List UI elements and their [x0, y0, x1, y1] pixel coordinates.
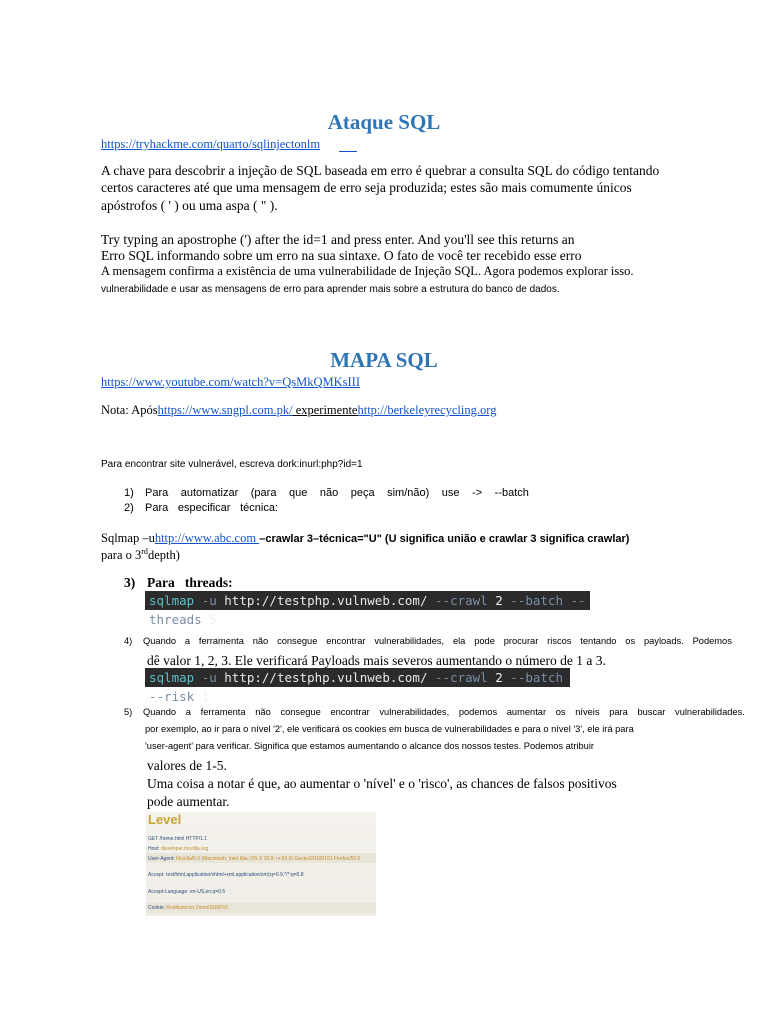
level-line-2: Host: developer.mozilla.org: [148, 846, 209, 852]
terminal-threads: sqlmap -u http://testphp.vulnweb.com/ --crawl 2 --batch --threads 5: [145, 591, 590, 610]
sqlmap-prefix: Sqlmap –u: [101, 531, 155, 545]
berkeley-link[interactable]: http://berkeleyrecycling.org: [357, 403, 497, 417]
list1-item-1: Para automatizar (para que não peça sim/não) use -> --batch: [145, 487, 529, 499]
item5-line-5: Uma coisa a notar é que, ao aumentar o 'nível' e o 'risco', as chances de falsos positivos: [147, 776, 617, 791]
try-line-4: vulnerabilidade e usar as mensagens de erro para aprender mais sobre a estrutura do banco de dados.: [101, 284, 560, 295]
link-underline-extension: [339, 151, 357, 152]
level-line-6: Cookie: Roelkamcon Zoom09J6P10: [148, 905, 229, 911]
sqlmap-line: [101, 531, 629, 546]
abc-link[interactable]: http://www.abc.com: [154, 531, 260, 545]
item5-line-3: 'user-agent' para verificar. Significa que estamos aumentando o alcance dos nossos testes. Podemos atribuir: [145, 741, 595, 751]
level-line-4: Accept: text/html,application/xhtml+xml,application/xml;q=0.9,*/*;q=0.8: [148, 872, 304, 878]
item3-num: 3): [124, 575, 136, 590]
level-image-title: Level: [148, 812, 182, 827]
section-title-mapa-sql: MAPA SQL: [330, 348, 438, 372]
level-line-5: Accept-Language: en-US,en;q=0.5: [148, 889, 226, 895]
list1-item-2: Para especificar técnica:: [145, 502, 278, 514]
terminal-risk: sqlmap -u http://testphp.vulnweb.com/ --crawl 2 --batch --risk 1: [145, 668, 570, 687]
item4-line-2: dê valor 1, 2, 3. Ele verificará Payloads mais severos aumentando o número de 1 a 3.: [147, 653, 606, 668]
try-line-2: Erro SQL informando sobre um erro na sua sintaxe. O fato de você ter recebido esse erro: [101, 248, 582, 263]
intro-line-1: A chave para descobrir a injeção de SQL baseada em erro é quebrar a consulta SQL do código tentando: [101, 163, 660, 178]
try-line-1: Try typing an apostrophe (') after the id=1 and press enter. And you'll see this returns an: [101, 232, 575, 247]
intro-line-3: apóstrofos ( ' ) ou uma aspa ( " ).: [101, 198, 278, 213]
tryhackme-link[interactable]: https://tryhackme.com/quarto/sqlinjectonlm: [101, 137, 321, 151]
level-line-3: User-Agent: Mozilla/5.0 (Macintosh; Intel Mac OS X 10.9; rv:50.0) Gecko/20100101 Firefox/50.0: [148, 856, 361, 862]
item4-num: 4): [124, 636, 133, 646]
sqlmap-line-2: para o 3rddepth): [101, 547, 180, 563]
item5-line-4: valores de 1-5.: [147, 758, 227, 773]
nota-mid: experimente: [292, 403, 358, 417]
level-line-1: GET /home.html HTTP/1.1: [148, 836, 208, 842]
section-title-ataque-sql: Ataque SQL: [327, 110, 441, 134]
level-image: [146, 812, 376, 916]
youtube-link[interactable]: https://www.youtube.com/watch?v=QsMkQMKsIII: [101, 375, 360, 389]
item4-line-1: Quando a ferramenta não consegue encontrar vulnerabilidades, ela pode procurar riscos tentando os payloads. Podemos: [143, 636, 732, 646]
try-line-3: A mensagem confirma a existência de uma vulnerabilidade de Injeção SQL. Agora podemos explorar isso.: [101, 264, 634, 278]
item3-text: Para threads:: [147, 575, 233, 590]
item5-line-2: por exemplo, ao ir para o nível '2', ele verificará os cookies em busca de vulnerabilidades e para o nível '3', ele irá para: [145, 724, 634, 734]
item5-line-1: Quando a ferramenta não consegue encontrar vulnerabilidades, podemos aumentar os níveis para buscar vulnerabilidades.: [143, 707, 745, 717]
dork-text: Para encontrar site vulnerável, escreva dork:inurl:php?id=1: [101, 459, 363, 470]
sngpl-link[interactable]: https://www.sngpl.com.pk/: [157, 403, 293, 417]
item5-num: 5): [124, 707, 133, 717]
intro-line-2: certos caracteres até que uma mensagem de erro seja produzida; estes são mais comumente únicos: [101, 180, 632, 195]
nota-prefix: Nota: Após: [101, 403, 158, 417]
list1-num-2: 2): [124, 502, 134, 514]
nota-line: [101, 403, 496, 418]
item5-line-6: pode aumentar.: [147, 794, 230, 809]
sqlmap-bold-text: –crawlar 3–técnica="U" (U significa união e crawlar 3 significa crawlar): [259, 533, 630, 545]
list1-num-1: 1): [124, 487, 134, 499]
